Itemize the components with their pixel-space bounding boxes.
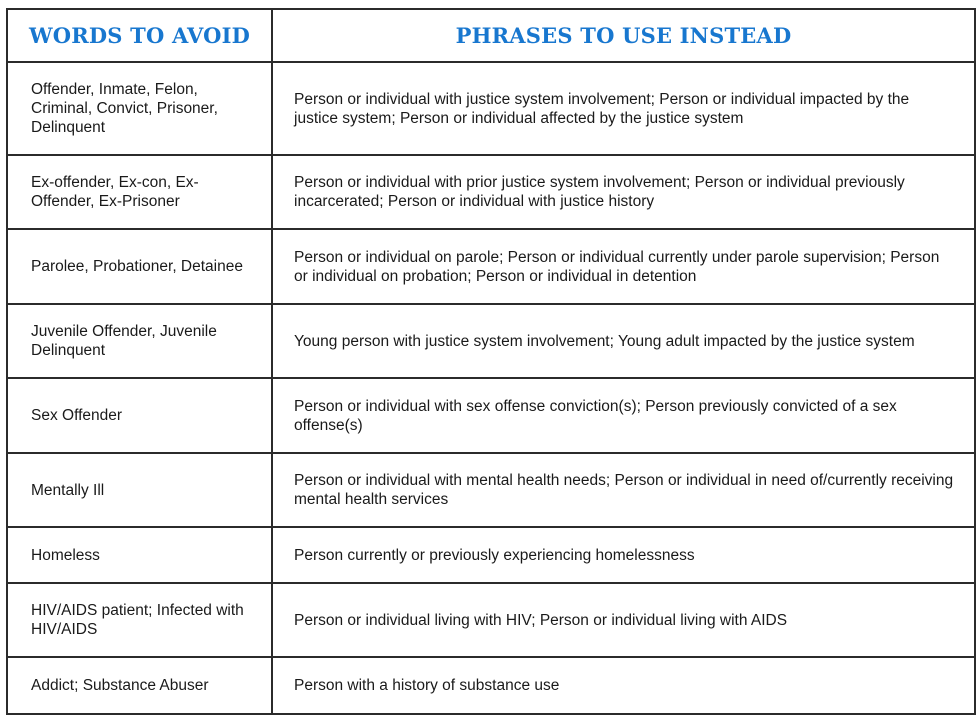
terms-table [6,8,976,715]
table-row [7,229,975,304]
preferred-phrase-cell: Person or individual with sex offense conviction(s); Person previously convicted of a sex offense(s) [272,378,975,453]
table-row [7,657,975,714]
header-words-to-avoid: WORDS TO AVOID [7,9,272,62]
preferred-phrase-cell: Young person with justice system involvement; Young adult impacted by the justice system [272,304,975,378]
preferred-phrase-cell: Person or individual with prior justice system involvement; Person or individual previously incarcerated; Person or individual with justice history [272,155,975,229]
avoid-term-cell: Mentally Ill [7,453,272,527]
table-row [7,453,975,527]
header-phrases-to-use: PHRASES TO USE INSTEAD [272,9,975,62]
table-row [7,304,975,378]
avoid-term-cell: Addict; Substance Abuser [7,657,272,714]
preferred-phrase-cell: Person or individual with justice system involvement; Person or individual impacted by the justice system; Person or individual affected by the justice system [272,62,975,155]
avoid-term-cell: Sex Offender [7,378,272,453]
header-row [7,9,975,62]
avoid-term-cell: HIV/AIDS patient; Infected with HIV/AIDS [7,583,272,657]
avoid-term-cell: Homeless [7,527,272,583]
preferred-phrase-cell: Person or individual living with HIV; Person or individual living with AIDS [272,583,975,657]
avoid-term-cell: Ex-offender, Ex-con, Ex-Offender, Ex-Prisoner [7,155,272,229]
table-row [7,583,975,657]
preferred-phrase-cell: Person or individual with mental health needs; Person or individual in need of/currently receiving mental health services [272,453,975,527]
preferred-phrase-cell: Person with a history of substance use [272,657,975,714]
preferred-phrase-cell: Person currently or previously experiencing homelessness [272,527,975,583]
avoid-term-cell: Parolee, Probationer, Detainee [7,229,272,304]
table-row [7,62,975,155]
table-row [7,527,975,583]
avoid-term-cell: Offender, Inmate, Felon, Criminal, Convict, Prisoner, Delinquent [7,62,272,155]
avoid-term-cell: Juvenile Offender, Juvenile Delinquent [7,304,272,378]
preferred-phrase-cell: Person or individual on parole; Person or individual currently under parole supervision; Person or individual on probation; Person or individual in detention [272,229,975,304]
table-row [7,378,975,453]
table-row [7,155,975,229]
